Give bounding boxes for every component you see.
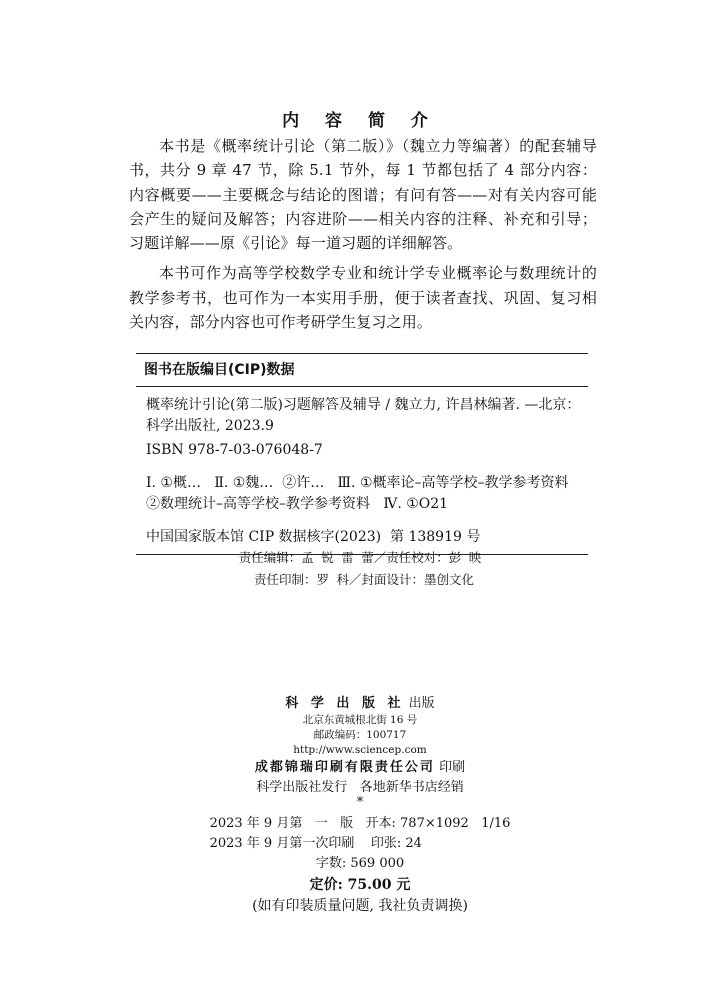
publisher-address: 北京东黄城根北街 16 号	[302, 714, 418, 726]
printer-suffix: 印刷	[434, 760, 466, 775]
staff-line-1: 责任编辑：孟 锐 雷 蕾／责任校对：彭 映	[238, 550, 482, 565]
quality-note: (如有印装质量问题, 我社负责调换)	[252, 898, 468, 914]
separator-star: *	[356, 795, 364, 810]
cip-classification-2: ②数理统计–高等学校–教学参考资料 Ⅳ. ①O21	[146, 496, 449, 512]
word-count: 字数: 569 000	[315, 856, 405, 871]
cip-number: 中国国家版本馆 CIP 数据核字(2023) 第 138919 号	[146, 529, 481, 545]
cip-body	[146, 395, 588, 548]
book-introduction	[129, 134, 597, 340]
edition-line: 2023 年 9 月第 一 版 开本: 787×1092 1/16	[209, 816, 511, 831]
cip-heading: 图书在版编目(CIP)数据	[144, 362, 295, 378]
publisher-name: 科 学 出 版 社	[285, 696, 405, 711]
edition-details	[210, 814, 511, 854]
cip-top-rule	[136, 353, 588, 354]
postal-code: 邮政编码：100717	[313, 729, 407, 741]
cip-data-block	[136, 353, 588, 555]
page-title: 内 容 简 介	[282, 111, 438, 131]
cip-heading-rule	[136, 386, 588, 387]
cip-isbn: ISBN 978-7-03-076048-7	[146, 442, 323, 458]
cip-entry: 概率统计引论(第二版)习题解答及辅导 / 魏立力, 许昌林编著. —北京：科学出版社, 2023.9	[146, 397, 581, 434]
staff-line-2: 责任印制：罗 科／封面设计：墨创文化	[253, 572, 475, 587]
publisher-suffix: 出版	[404, 696, 435, 711]
publisher-url: http://www.sciencep.com	[293, 744, 427, 756]
intro-paragraph-1: 本书是《概率统计引论（第二版）》（魏立力等编著）的配套辅导书，共分 9 章 47 节，除 5.1 节外，每 1 节都包括了 4 部分内容：内容概要——主要概念与结论的图谱；有问有答——对有关内容可能会产生的疑问及解答；内容进阶——相关内容的注释、补充和引导；习题详解——原《引论》每一道习题的详细解答。	[129, 137, 597, 253]
distribution-line: 科学出版社发行 各地新华书店经销	[256, 780, 464, 795]
publisher-line	[0, 694, 720, 713]
intro-paragraph-2: 本书可作为高等学校数学专业和统计学专业概率论与数理统计的教学参考书，也可作为一本实用手册，便于读者查找、巩固、复习相关内容，部分内容也可作考研学生复习之用。	[129, 264, 597, 332]
printer-name: 成都锦瑞印刷有限责任公司	[254, 760, 435, 775]
printer-line	[0, 758, 720, 778]
imprint-block	[0, 694, 720, 916]
printing-line: 2023 年 9 月第一次印刷 印张: 24	[209, 836, 422, 851]
price: 定价: 75.00 元	[309, 877, 411, 893]
cip-classification-1: Ⅰ. ①概… Ⅱ. ①魏… ②许… Ⅲ. ①概率论–高等学校–教学参考资料	[146, 475, 569, 491]
